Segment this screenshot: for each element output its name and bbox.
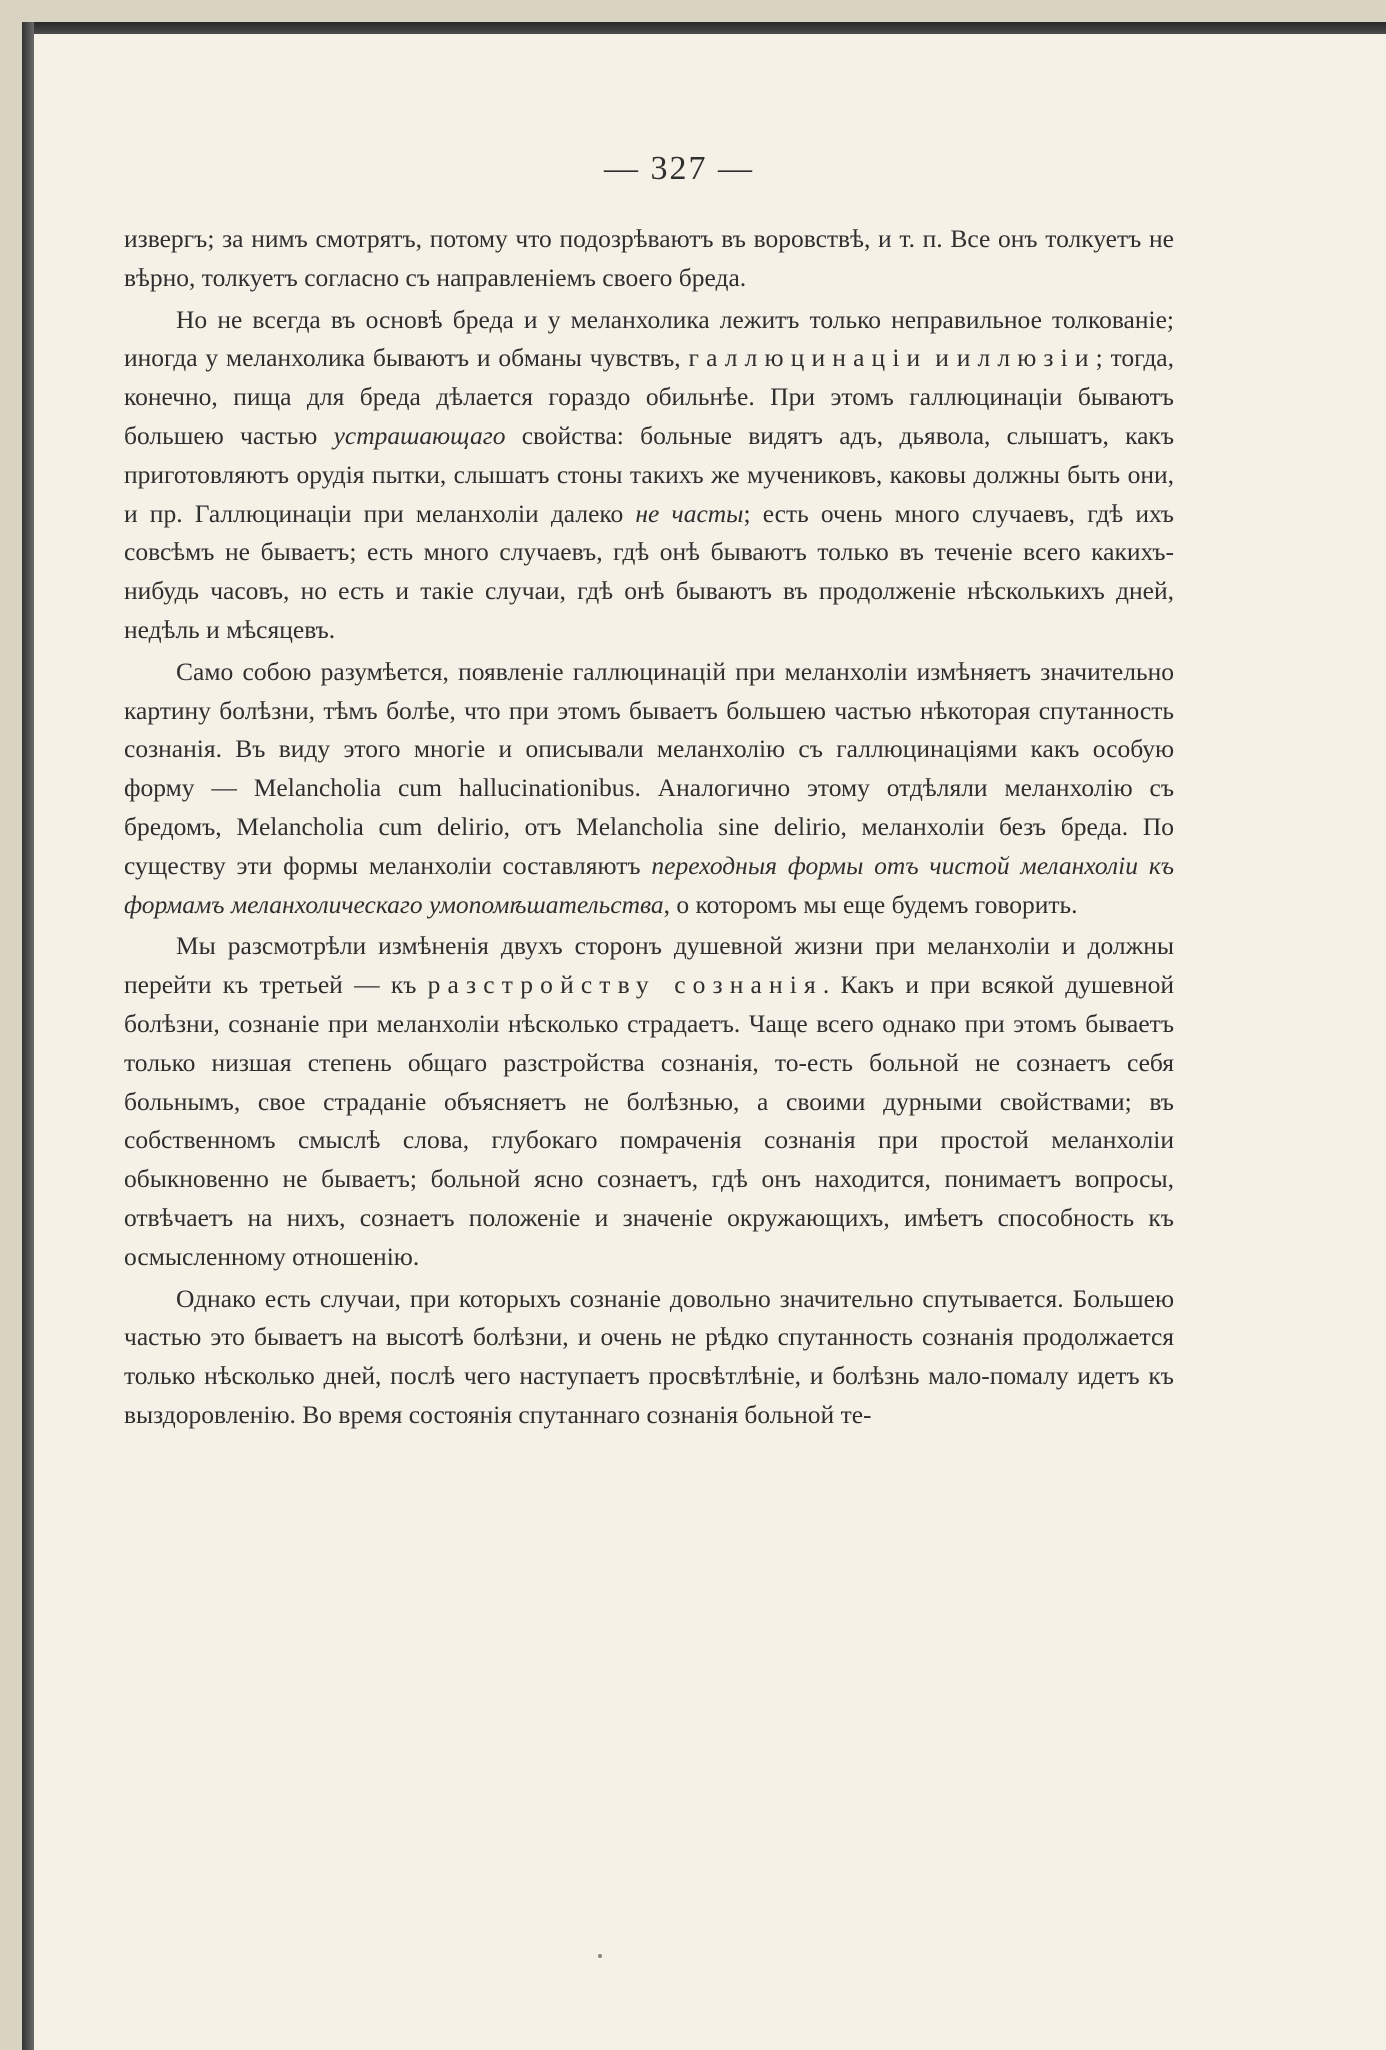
italic-emphasis: не часты — [635, 498, 744, 528]
paragraph — [124, 927, 1174, 1276]
paragraph — [124, 301, 1174, 650]
paragraph — [124, 220, 1174, 298]
text-run: , о которомъ мы еще будемъ говорить. — [663, 889, 1078, 919]
italic-emphasis: устрашающаго — [333, 420, 506, 450]
italic-emphasis: переходныя формы отъ чистой меланхоліи къ формамъ меланхолическаго умопомѣшательства — [124, 850, 1174, 919]
scan-edge-top — [22, 22, 1386, 34]
page-content — [124, 150, 1174, 1435]
page-number: — 327 — — [604, 150, 754, 187]
text-run: Мы разсмотрѣли измѣненія двухъ сторонъ душевной жизни при меланхоліи и должны перейти къ третьей — къ — [124, 931, 1174, 1000]
text-run: Однако есть случаи, при которыхъ сознаніе довольно значительно спутывается. Большею частью это бываетъ на высотѣ болѣзни, и очень не рѣдко спутанность сознанія продолжается только нѣсколько дней, послѣ чего наступаетъ просвѣтлѣніе, и болѣзнь мало-помалу идетъ къ выздоровленію. Во время состоянія спутаннаго сознанія больной те- — [124, 1283, 1174, 1429]
text-run: Само собою разумѣется, появленіе галлюцинацій при меланхоліи измѣняетъ значительно картину болѣзни, тѣмъ болѣе, что при этомъ бываетъ большею частью нѣкоторая спутанность сознанія. Въ виду этого многіе и описывали меланхолію съ галлюцинаціями какъ особую форму — Melancholia cum hallucinationibus. Аналогично этому отдѣляли меланхолію съ бредомъ, Melancholia cum delirio, отъ Melancholia sine delirio, меланхоліи безъ бреда. По существу эти формы меланхоліи составляютъ — [124, 656, 1174, 880]
paragraph — [124, 1280, 1174, 1435]
text-run: ; тогда, конечно, пища для бреда дѣлается гораздо обильнѣе. При этомъ галлюцинаціи бываютъ большею частью — [124, 343, 1174, 450]
body-text — [124, 220, 1174, 1435]
text-run: свойства: больные видятъ адъ, дьявола, слышатъ, какъ приготовляютъ орудія пытки, слышатъ стоны такихъ же мучениковъ, каковы должны быть они, и пр. Галлюцинаціи при меланхоліи далеко — [124, 420, 1174, 528]
text-run: . Какъ и при всякой душевной болѣзни, сознаніе при меланхоліи нѣсколько страдаетъ. Чаще всего однако при этомъ бываетъ только низшая степень общаго разстройства сознанія, то-есть больной не сознаетъ себя больнымъ, свое страданіе объясняетъ не болѣзнью, а своими дурными свойствами; въ собственномъ смыслѣ слова, глубокаго помраченія сознанія при простой меланхоліи обыкновенно не бываетъ; больной ясно сознаетъ, гдѣ онъ находится, понимаетъ вопросы, отвѣчаетъ на нихъ, сознаетъ положеніе и значеніе окружающихъ, имѣетъ способность къ осмысленному отношенію. — [124, 970, 1174, 1271]
text-run: и — [927, 343, 957, 373]
text-run: ; есть очень много случаевъ, гдѣ ихъ совсѣмъ не бываетъ; есть много случаевъ, гдѣ онѣ бываютъ только въ теченіе всего какихъ-нибудь часовъ, но есть и такіе случаи, гдѣ онѣ бываютъ въ продолженіе нѣсколькихъ дней, недѣль и мѣсяцевъ. — [124, 498, 1174, 644]
text-run: Но не всегда въ основѣ бреда и у меланхолика лежитъ только неправильное толкованіе; иногда у меланхолика бываютъ и обманы чувствъ, — [124, 304, 1174, 373]
spaced-emphasis: разстройству сознанія — [427, 970, 823, 1000]
scan-edge-left — [22, 22, 34, 2050]
text-run: извергъ; за нимъ смотрятъ, потому что подозрѣваютъ въ воровствѣ, и т. п. Все онъ толкуетъ не вѣрно, толкуетъ согласно съ направленіемъ своего бреда. — [124, 224, 1174, 292]
paragraph — [124, 653, 1174, 925]
spaced-emphasis: галлюцинаціи — [688, 343, 928, 373]
spaced-emphasis: иллюзіи — [956, 343, 1096, 373]
ink-speck — [598, 1954, 602, 1958]
